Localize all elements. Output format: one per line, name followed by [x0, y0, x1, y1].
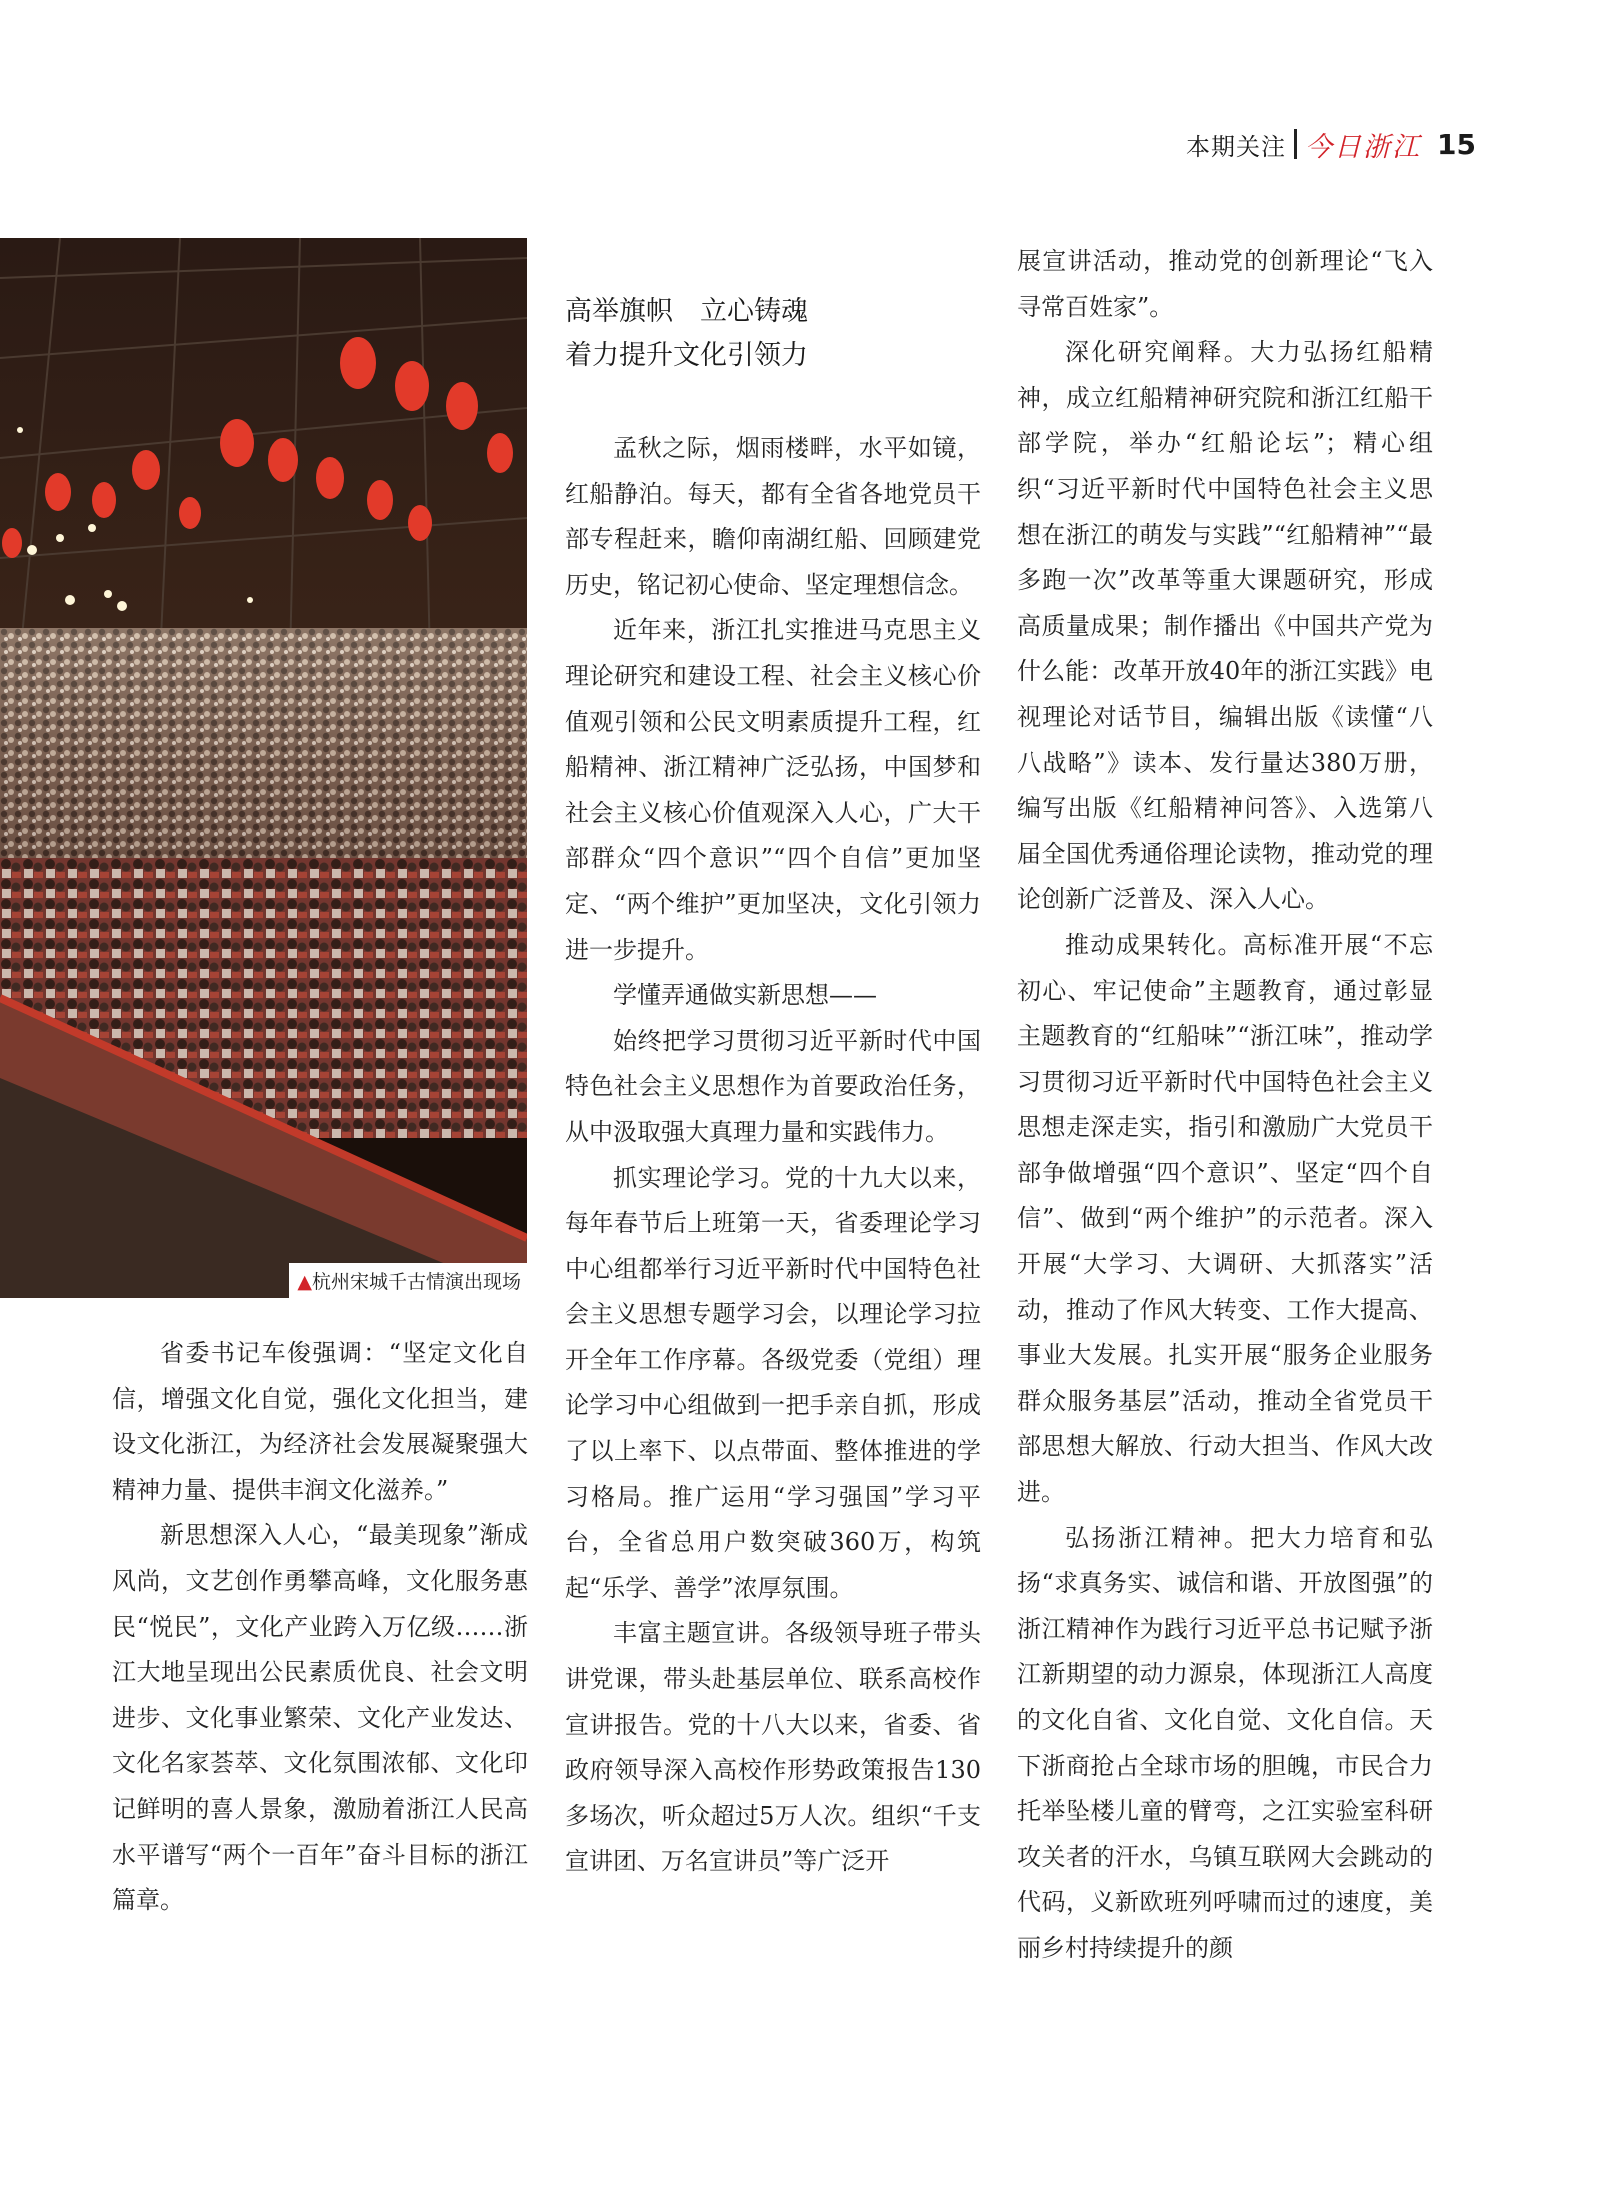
- column-middle: [565, 426, 981, 1885]
- column-right: [1017, 239, 1433, 1972]
- page-number: 15: [1437, 127, 1476, 161]
- paragraph: 推动成果转化。高标准开展“不忘初心、牢记使命”主题教育，通过彰显主题教育的“红船味”“浙江味”，推动学习贯彻习近平新时代中国特色社会主义思想走深走实，指引和激励广大党员干部争做增强“四个意识”、坚定“四个自信”、做到“两个维护”的示范者。深入开展“大学习、大调研、大抓落实”活动，推动了作风大转变、工作大提高、事业大发展。扎实开展“服务企业服务群众服务基层”活动，推动全省党员干部思想大解放、行动大担当、作风大改进。: [1017, 930, 1433, 1507]
- section-title-line1: 高举旗帜 立心铸魂: [565, 296, 808, 327]
- paragraph: 省委书记车俊强调：“坚定文化自信，增强文化自觉，强化文化担当，建设文化浙江，为经济社会发展凝聚强大精神力量、提供丰润文化滋养。”: [112, 1339, 528, 1504]
- paragraph: 深化研究阐释。大力弘扬红船精神，成立红船精神研究院和浙江红船干部学院，举办“红船论坛”；精心组织“习近平新时代中国特色社会主义思想在浙江的萌发与实践”“红船精神”“最多跑一次”改革等重大课题研究，形成高质量成果；制作播出《中国共产党为什么能：改革开放40年的浙江实践》电视理论对话节目，编辑出版《读懂“八八战略”》读本、发行量达380万册，编写出版《红船精神问答》、入选第八届全国优秀通俗理论读物，推动党的理论创新广泛普及、深入人心。: [1017, 338, 1433, 914]
- paragraph: 丰富主题宣讲。各级领导班子带头讲党课，带头赴基层单位、联系高校作宣讲报告。党的十八大以来，省委、省政府领导深入高校作形势政策报告130多场次，听众超过5万人次。组织“千支宣讲团、万名宣讲员”等广泛开: [565, 1619, 981, 1876]
- paragraph-continued: 展宣讲活动，推动党的创新理论“飞入寻常百姓家”。: [1017, 247, 1433, 321]
- section-label: 本期关注: [1186, 132, 1287, 161]
- section-title-line2: 着力提升文化引领力: [565, 340, 808, 371]
- page-header: [1186, 124, 1476, 164]
- paragraph: 弘扬浙江精神。把大力培育和弘扬“求真务实、诚信和谐、开放图强”的浙江精神作为践行习近平总书记赋予浙江新期望的动力源泉，体现浙江人高度的文化自省、文化自觉、文化自信。天下浙商抢占全球市场的胆魄，市民合力托举坠楼儿童的臂弯，之江实验室科研攻关者的汗水，乌镇互联网大会跳动的代码，义新欧班列呼啸而过的速度，美丽乡村持续提升的颜: [1017, 1523, 1433, 1962]
- theater-audience-image: [0, 238, 527, 1298]
- column-left: [112, 1331, 528, 1924]
- paragraph: 抓实理论学习。党的十九大以来，每年春节后上班第一天，省委理论学习中心组都举行习近平新时代中国特色社会主义思想专题学习会，以理论学习拉开全年工作序幕。各级党委（党组）理论学习中心组做到一把手亲自抓，形成了以上率下、以点带面、整体推进的学习格局。推广运用“学习强国”学习平台，全省总用户数突破360万，构筑起“乐学、善学”浓厚氛围。: [565, 1163, 981, 1602]
- caption-triangle-icon: ▲: [297, 1271, 312, 1293]
- paragraph: 始终把学习贯彻习近平新时代中国特色社会主义思想作为首要政治任务，从中汲取强大真理力量和实践伟力。: [565, 1026, 981, 1146]
- subheading: 学懂弄通做实新思想——: [613, 981, 877, 1010]
- paragraph: 新思想深入人心，“最美现象”渐成风尚，文艺创作勇攀高峰，文化服务惠民“悦民”，文化产业跨入万亿级……浙江大地呈现出公民素质优良、社会文明进步、文化事业繁荣、文化产业发达、文化名家荟萃、文化氛围浓郁、文化印记鲜明的喜人景象，激励着浙江人民高水平谱写“两个一百年”奋斗目标的浙江篇章。: [112, 1521, 528, 1915]
- magazine-logo: 今日浙江: [1305, 131, 1422, 163]
- photo-caption: [289, 1263, 527, 1298]
- header-divider: [1294, 129, 1297, 159]
- caption-text: 杭州宋城千古情演出现场: [311, 1271, 521, 1293]
- theater-photo: [0, 238, 527, 1298]
- section-title: [565, 290, 985, 378]
- paragraph: 近年来，浙江扎实推进马克思主义理论研究和建设工程、社会主义核心价值观引领和公民文明素质提升工程，红船精神、浙江精神广泛弘扬，中国梦和社会主义核心价值观深入人心，广大干部群众“四个意识”“四个自信”更加坚定、“两个维护”更加坚决，文化引领力进一步提升。: [565, 616, 981, 964]
- paragraph: 孟秋之际，烟雨楼畔，水平如镜，红船静泊。每天，都有全省各地党员干部专程赶来，瞻仰南湖红船、回顾建党历史，铭记初心使命、坚定理想信念。: [565, 434, 981, 599]
